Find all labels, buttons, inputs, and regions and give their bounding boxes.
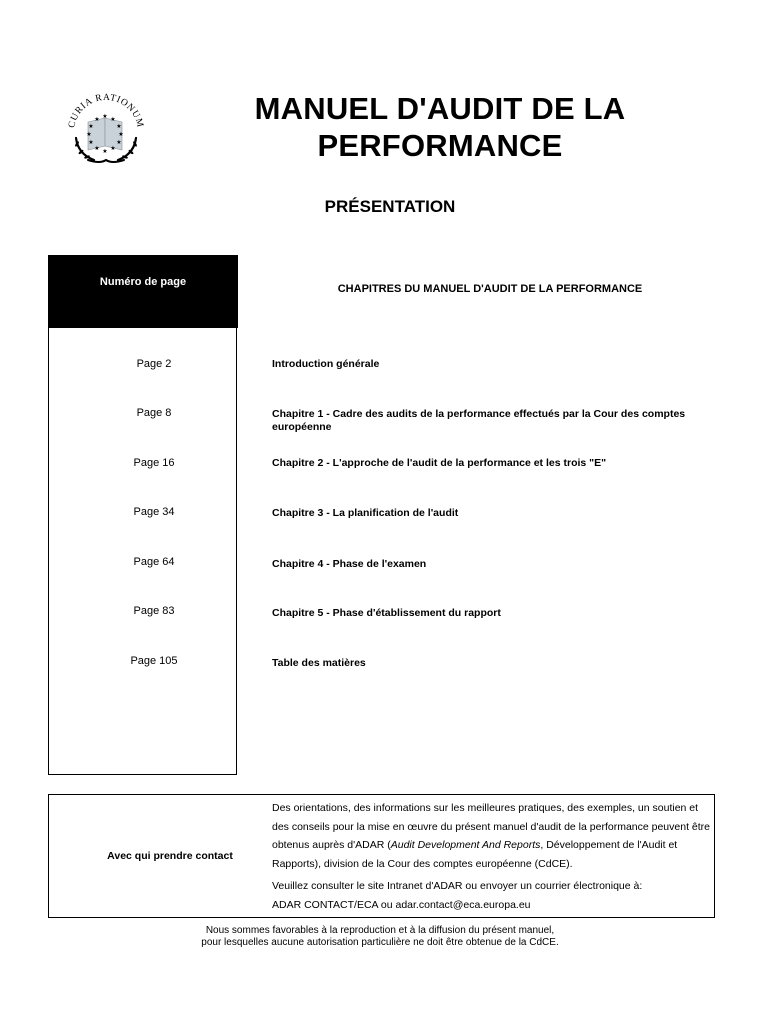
svg-text:★: ★ bbox=[88, 123, 94, 130]
chapter-title: Chapitre 2 - L'approche de l'audit de la performance et les trois "E" bbox=[272, 457, 607, 469]
logo-motto: CURIA RATIONUM bbox=[67, 92, 145, 129]
page-number: Page 8 bbox=[136, 407, 172, 419]
svg-text:★: ★ bbox=[116, 123, 122, 130]
svg-text:★: ★ bbox=[102, 113, 108, 120]
svg-text:★: ★ bbox=[110, 116, 116, 123]
chapters-header: CHAPITRES DU MANUEL D'AUDIT DE LA PERFORMANCE bbox=[337, 283, 643, 295]
svg-text:★: ★ bbox=[94, 145, 100, 152]
contact-paragraph bbox=[272, 799, 710, 873]
chapter-title: Chapitre 3 - La planification de l'audit bbox=[272, 507, 459, 519]
page-number: Page 64 bbox=[133, 556, 175, 568]
chapter-title: Chapitre 1 - Cadre des audits de la performance effectués par la Cour des comptes européenne bbox=[272, 408, 686, 433]
contact-instructions: Veuillez consulter le site Intranet d'ADAR ou envoyer un courrier électronique à: bbox=[272, 880, 643, 892]
svg-text:★: ★ bbox=[102, 148, 108, 155]
contact-label: Avec qui prendre contact bbox=[107, 850, 233, 862]
contact-paragraph bbox=[272, 877, 710, 914]
footer-note bbox=[100, 925, 660, 949]
document-title: MANUEL D'AUDIT DE LA PERFORMANCE bbox=[254, 91, 626, 163]
page-number: Page 2 bbox=[136, 358, 172, 370]
svg-text:★: ★ bbox=[88, 139, 94, 146]
contact-text-part: Des orientations, des informations sur les meilleures pratiques, des exemples, un soutien et des conseils pour la mise en œuvre du présent manuel d'audit de la performance peuvent être obtenus auprès d'ADAR ( bbox=[272, 802, 711, 851]
svg-text:★: ★ bbox=[94, 116, 100, 123]
contact-text bbox=[272, 799, 710, 914]
page-number: Page 105 bbox=[130, 655, 178, 667]
chapter-title: Introduction générale bbox=[272, 358, 380, 370]
footer-line: pour lesquelles aucune autorisation particulière ne doit être obtenue de la CdCE. bbox=[201, 937, 559, 948]
page-number-header: Numéro de page bbox=[48, 255, 238, 328]
svg-text:★: ★ bbox=[110, 145, 116, 152]
svg-text:★: ★ bbox=[116, 139, 122, 146]
adar-full-name: Audit Development And Reports bbox=[390, 839, 541, 851]
contact-email[interactable]: ADAR CONTACT/ECA ou adar.contact@eca.europa.eu bbox=[272, 898, 531, 911]
chapter-title: Chapitre 5 - Phase d'établissement du rapport bbox=[272, 607, 501, 619]
chapter-title: Chapitre 4 - Phase de l'examen bbox=[272, 558, 427, 570]
contact-text-part: , Développement de l'Audit et Rapports), division de la Cour des comptes européenne (CdCE). bbox=[272, 839, 678, 870]
svg-text:★: ★ bbox=[118, 131, 124, 138]
page-number: Page 83 bbox=[133, 605, 175, 617]
svg-text:★: ★ bbox=[86, 131, 92, 138]
document-subtitle: PRÉSENTATION bbox=[324, 197, 456, 216]
curia-rationum-logo bbox=[60, 88, 152, 168]
chapter-title: Table des matières bbox=[272, 657, 366, 669]
page-number: Page 34 bbox=[133, 506, 175, 518]
page-number: Page 16 bbox=[133, 457, 175, 469]
footer-line: Nous sommes favorables à la reproduction et à la diffusion du présent manuel, bbox=[205, 925, 555, 936]
